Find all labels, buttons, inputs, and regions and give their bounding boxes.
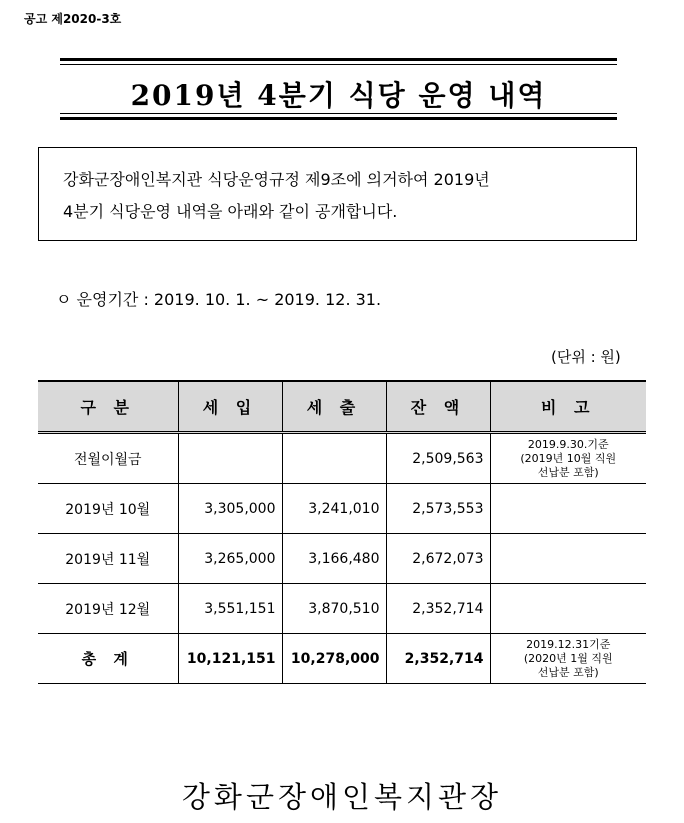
unit-label: (단위 : 원) (551, 348, 621, 366)
row-note (490, 534, 646, 584)
intro-box (38, 147, 637, 241)
intro-line-2: 4분기 식당운영 내역을 아래와 같이 공개합니다. (63, 202, 398, 221)
row-note (490, 433, 646, 484)
row-label: 전월이월금 (38, 433, 178, 484)
header-balance: 잔 액 (386, 381, 490, 433)
row-expense: 3,166,480 (282, 534, 386, 584)
notice-number: 공고 제2020-3호 (24, 12, 122, 26)
row-income: 3,265,000 (178, 534, 282, 584)
row-balance: 2,672,073 (386, 534, 490, 584)
intro-line-1: 강화군장애인복지관 식당운영규정 제9조에 의거하여 2019년 (63, 170, 490, 189)
header-income: 세 입 (178, 381, 282, 433)
total-label: 총 계 (38, 634, 178, 684)
note-line: 2019.9.30.기준 (527, 437, 609, 451)
row-label: 2019년 10월 (38, 484, 178, 534)
title-box (60, 58, 617, 120)
row-note (490, 484, 646, 534)
note-line: 선납분 포함) (537, 465, 599, 479)
operation-table (38, 380, 646, 684)
row-label: 2019년 11월 (38, 534, 178, 584)
row-balance: 2,352,714 (386, 584, 490, 634)
row-balance: 2,573,553 (386, 484, 490, 534)
note-line: 2019.12.31기준 (526, 637, 611, 651)
note-line: (2020년 1월 직원 (523, 651, 613, 665)
total-note (490, 634, 646, 684)
row-income: 3,305,000 (178, 484, 282, 534)
note-line: 선납분 포함) (537, 665, 599, 679)
table-header-row (38, 381, 646, 433)
table-row (38, 433, 646, 484)
row-balance: 2,509,563 (386, 433, 490, 484)
table-row (38, 484, 646, 534)
header-note: 비 고 (490, 381, 646, 433)
header-category: 구 분 (38, 381, 178, 433)
row-expense (282, 433, 386, 484)
table-row (38, 534, 646, 584)
operation-period: ㅇ 운영기간 : 2019. 10. 1. ~ 2019. 12. 31. (56, 290, 382, 309)
total-row (38, 634, 646, 684)
total-expense: 10,278,000 (282, 634, 386, 684)
row-expense: 3,241,010 (282, 484, 386, 534)
row-label: 2019년 12월 (38, 584, 178, 634)
row-expense: 3,870,510 (282, 584, 386, 634)
note-line: (2019년 10월 직원 (520, 451, 617, 465)
total-income: 10,121,151 (178, 634, 282, 684)
row-note (490, 584, 646, 634)
row-income: 3,551,151 (178, 584, 282, 634)
table-row (38, 584, 646, 634)
header-expense: 세 출 (282, 381, 386, 433)
total-balance: 2,352,714 (386, 634, 490, 684)
signature: 강화군장애인복지관장 (181, 780, 503, 814)
document-title: 2019년 4분기 식당 운영 내역 (130, 79, 547, 112)
row-income (178, 433, 282, 484)
